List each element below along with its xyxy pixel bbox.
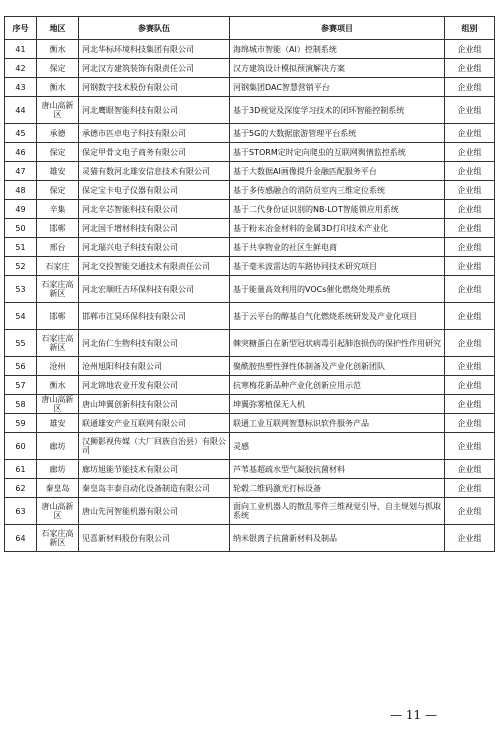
row-region: 石家庄高新区 bbox=[37, 276, 79, 303]
table-row bbox=[5, 525, 495, 552]
row-number: 51 bbox=[5, 238, 37, 257]
row-project: 汉方建筑设计模拟预演解决方案 bbox=[230, 59, 445, 78]
table-row bbox=[5, 219, 495, 238]
row-project: 河钢集团DAC智慧营销平台 bbox=[230, 78, 445, 97]
row-number: 64 bbox=[5, 525, 37, 552]
row-project: 基于3D视觉及深度学习技术的闭环智能控制系统 bbox=[230, 97, 445, 124]
table-row bbox=[5, 460, 495, 479]
table-row bbox=[5, 97, 495, 124]
row-group: 企业组 bbox=[445, 498, 495, 525]
row-number: 54 bbox=[5, 303, 37, 330]
table-row bbox=[5, 414, 495, 433]
row-group: 企业组 bbox=[445, 330, 495, 357]
table-row bbox=[5, 376, 495, 395]
table-row bbox=[5, 498, 495, 525]
table-row bbox=[5, 257, 495, 276]
row-number: 59 bbox=[5, 414, 37, 433]
table-row bbox=[5, 124, 495, 143]
row-group: 企业组 bbox=[445, 59, 495, 78]
row-project: 基于毫米波雷达的车路协同技术研究项目 bbox=[230, 257, 445, 276]
row-group: 企业组 bbox=[445, 276, 495, 303]
row-group: 企业组 bbox=[445, 181, 495, 200]
table-row bbox=[5, 238, 495, 257]
row-number: 46 bbox=[5, 143, 37, 162]
row-team: 河北交投智能交通技术有限责任公司 bbox=[79, 257, 230, 276]
row-group: 企业组 bbox=[445, 395, 495, 414]
row-region: 辛集 bbox=[37, 200, 79, 219]
row-team: 河北华标环境科技集团有限公司 bbox=[79, 40, 230, 59]
row-number: 42 bbox=[5, 59, 37, 78]
row-project: 灵感 bbox=[230, 433, 445, 460]
row-number: 48 bbox=[5, 181, 37, 200]
row-project: 基于5G的大数据旅游管理平台系统 bbox=[230, 124, 445, 143]
row-region: 唐山高新区 bbox=[37, 97, 79, 124]
header-no: 序号 bbox=[5, 17, 37, 40]
row-project: 轮毂二维码激光打标设备 bbox=[230, 479, 445, 498]
table-header-row bbox=[5, 17, 495, 40]
table-row bbox=[5, 357, 495, 376]
row-group: 企业组 bbox=[445, 525, 495, 552]
table-row bbox=[5, 276, 495, 303]
row-project: 纳米银离子抗菌新材料及制品 bbox=[230, 525, 445, 552]
row-group: 企业组 bbox=[445, 238, 495, 257]
row-region: 保定 bbox=[37, 59, 79, 78]
table-row bbox=[5, 78, 495, 97]
row-project: 基于粉末冶金材料的金属3D打印技术产业化 bbox=[230, 219, 445, 238]
row-number: 62 bbox=[5, 479, 37, 498]
row-number: 63 bbox=[5, 498, 37, 525]
row-region: 衡水 bbox=[37, 40, 79, 59]
row-region: 石家庄 bbox=[37, 257, 79, 276]
row-region: 沧州 bbox=[37, 357, 79, 376]
row-group: 企业组 bbox=[445, 460, 495, 479]
row-team: 河北汉方建筑装饰有限责任公司 bbox=[79, 59, 230, 78]
row-number: 43 bbox=[5, 78, 37, 97]
row-number: 56 bbox=[5, 357, 37, 376]
row-number: 44 bbox=[5, 97, 37, 124]
row-group: 企业组 bbox=[445, 162, 495, 181]
row-group: 企业组 bbox=[445, 376, 495, 395]
row-team: 灵猫有数河北雄安信息技术有限公司 bbox=[79, 162, 230, 181]
row-number: 55 bbox=[5, 330, 37, 357]
row-team: 沧州旭阳科技有限公司 bbox=[79, 357, 230, 376]
row-project: 面向工业机器人的散乱零件三维视觉引导、自主规划与抓取系统 bbox=[230, 498, 445, 525]
row-project: 基于共享物业的社区生鲜电商 bbox=[230, 238, 445, 257]
row-group: 企业组 bbox=[445, 40, 495, 59]
row-group: 企业组 bbox=[445, 219, 495, 238]
row-number: 49 bbox=[5, 200, 37, 219]
row-team: 唐山坤翼创新科技有限公司 bbox=[79, 395, 230, 414]
row-region: 唐山高新区 bbox=[37, 395, 79, 414]
row-region: 雄安 bbox=[37, 414, 79, 433]
row-team: 河北瑞兴电子科技有限公司 bbox=[79, 238, 230, 257]
row-project: 抗寒梅花新品种产业化创新应用示范 bbox=[230, 376, 445, 395]
row-group: 企业组 bbox=[445, 357, 495, 376]
header-region: 地区 bbox=[37, 17, 79, 40]
row-region: 邯郸 bbox=[37, 303, 79, 330]
row-team: 河钢数字技术股份有限公司 bbox=[79, 78, 230, 97]
row-group: 企业组 bbox=[445, 414, 495, 433]
row-number: 61 bbox=[5, 460, 37, 479]
row-project: 棘突糖蛋白在新型冠状病毒引起肺泡损伤的保护性作用研究 bbox=[230, 330, 445, 357]
row-project: 芦苇基超疏水型气凝胶抗菌材料 bbox=[230, 460, 445, 479]
row-group: 企业组 bbox=[445, 97, 495, 124]
row-project: 基于云平台的醇基自气化燃烧系统研发及产业化项目 bbox=[230, 303, 445, 330]
row-project: 基于能量高效利用的VOCs催化燃烧处理系统 bbox=[230, 276, 445, 303]
page-number: — 11 — bbox=[390, 708, 437, 722]
table-row bbox=[5, 162, 495, 181]
table-row bbox=[5, 330, 495, 357]
row-project: 基于STORM定时定向爬虫的互联网舆情监控系统 bbox=[230, 143, 445, 162]
row-region: 唐山高新区 bbox=[37, 498, 79, 525]
row-region: 石家庄高新区 bbox=[37, 525, 79, 552]
results-table bbox=[4, 16, 495, 552]
row-team: 保定甲骨文电子商务有限公司 bbox=[79, 143, 230, 162]
row-group: 企业组 bbox=[445, 479, 495, 498]
row-team: 河北宏顺旺吉环保科技有限公司 bbox=[79, 276, 230, 303]
row-region: 邯郸 bbox=[37, 219, 79, 238]
row-project: 基于大数据AI画像提升金融匹配服务平台 bbox=[230, 162, 445, 181]
table-row bbox=[5, 303, 495, 330]
table-row bbox=[5, 395, 495, 414]
row-team: 河北鹰眼智能科技有限公司 bbox=[79, 97, 230, 124]
row-project: 聚酰胺热塑性弹性体制备及产业化创新团队 bbox=[230, 357, 445, 376]
row-group: 企业组 bbox=[445, 78, 495, 97]
row-group: 企业组 bbox=[445, 433, 495, 460]
row-number: 41 bbox=[5, 40, 37, 59]
row-number: 57 bbox=[5, 376, 37, 395]
row-team: 唐山先河智能机器有限公司 bbox=[79, 498, 230, 525]
header-project: 参赛项目 bbox=[230, 17, 445, 40]
row-region: 衡水 bbox=[37, 376, 79, 395]
table-row bbox=[5, 181, 495, 200]
row-project: 联通工业互联网智慧标识软件服务产品 bbox=[230, 414, 445, 433]
row-project: 海绵城市智能（AI）控制系统 bbox=[230, 40, 445, 59]
row-group: 企业组 bbox=[445, 200, 495, 219]
row-project: 基于二代身份证识别的NB-LOT智能锁应用系统 bbox=[230, 200, 445, 219]
row-team: 承德市匹卓电子科技有限公司 bbox=[79, 124, 230, 143]
row-number: 52 bbox=[5, 257, 37, 276]
row-number: 50 bbox=[5, 219, 37, 238]
row-region: 廊坊 bbox=[37, 460, 79, 479]
row-team: 见喜新材料股份有限公司 bbox=[79, 525, 230, 552]
table-row bbox=[5, 479, 495, 498]
row-number: 60 bbox=[5, 433, 37, 460]
table-row bbox=[5, 143, 495, 162]
row-team: 河北佑仁生物科技有限公司 bbox=[79, 330, 230, 357]
header-team: 参赛队伍 bbox=[79, 17, 230, 40]
row-team: 河北锦地农业开发有限公司 bbox=[79, 376, 230, 395]
row-number: 53 bbox=[5, 276, 37, 303]
row-group: 企业组 bbox=[445, 257, 495, 276]
row-group: 企业组 bbox=[445, 143, 495, 162]
row-region: 衡水 bbox=[37, 78, 79, 97]
table-row bbox=[5, 200, 495, 219]
row-number: 47 bbox=[5, 162, 37, 181]
row-project: 基于多传感融合的消防员室内三维定位系统 bbox=[230, 181, 445, 200]
row-project: 坤翼弥雾植保无人机 bbox=[230, 395, 445, 414]
row-team: 秦皇岛丰泰自动化设备制造有限公司 bbox=[79, 479, 230, 498]
row-team: 廊坊旭能节能技术有限公司 bbox=[79, 460, 230, 479]
table-row bbox=[5, 40, 495, 59]
row-region: 石家庄高新区 bbox=[37, 330, 79, 357]
row-group: 企业组 bbox=[445, 124, 495, 143]
row-team: 河北辛芯智能科技有限公司 bbox=[79, 200, 230, 219]
row-region: 承德 bbox=[37, 124, 79, 143]
row-number: 58 bbox=[5, 395, 37, 414]
row-team: 保定宝卡电子仪器有限公司 bbox=[79, 181, 230, 200]
row-number: 45 bbox=[5, 124, 37, 143]
row-region: 雄安 bbox=[37, 162, 79, 181]
row-region: 秦皇岛 bbox=[37, 479, 79, 498]
row-team: 汉狮影视传媒（大厂回族自治县）有限公司 bbox=[79, 433, 230, 460]
table-row bbox=[5, 433, 495, 460]
row-team: 联通雄安产业互联网有限公司 bbox=[79, 414, 230, 433]
row-region: 保定 bbox=[37, 143, 79, 162]
row-group: 企业组 bbox=[445, 303, 495, 330]
row-team: 河北国千增材科技有限公司 bbox=[79, 219, 230, 238]
header-group: 组别 bbox=[445, 17, 495, 40]
row-region: 廊坊 bbox=[37, 433, 79, 460]
row-region: 保定 bbox=[37, 181, 79, 200]
row-region: 邢台 bbox=[37, 238, 79, 257]
row-team: 邯郸市江昊环保科技有限公司 bbox=[79, 303, 230, 330]
table-row bbox=[5, 59, 495, 78]
